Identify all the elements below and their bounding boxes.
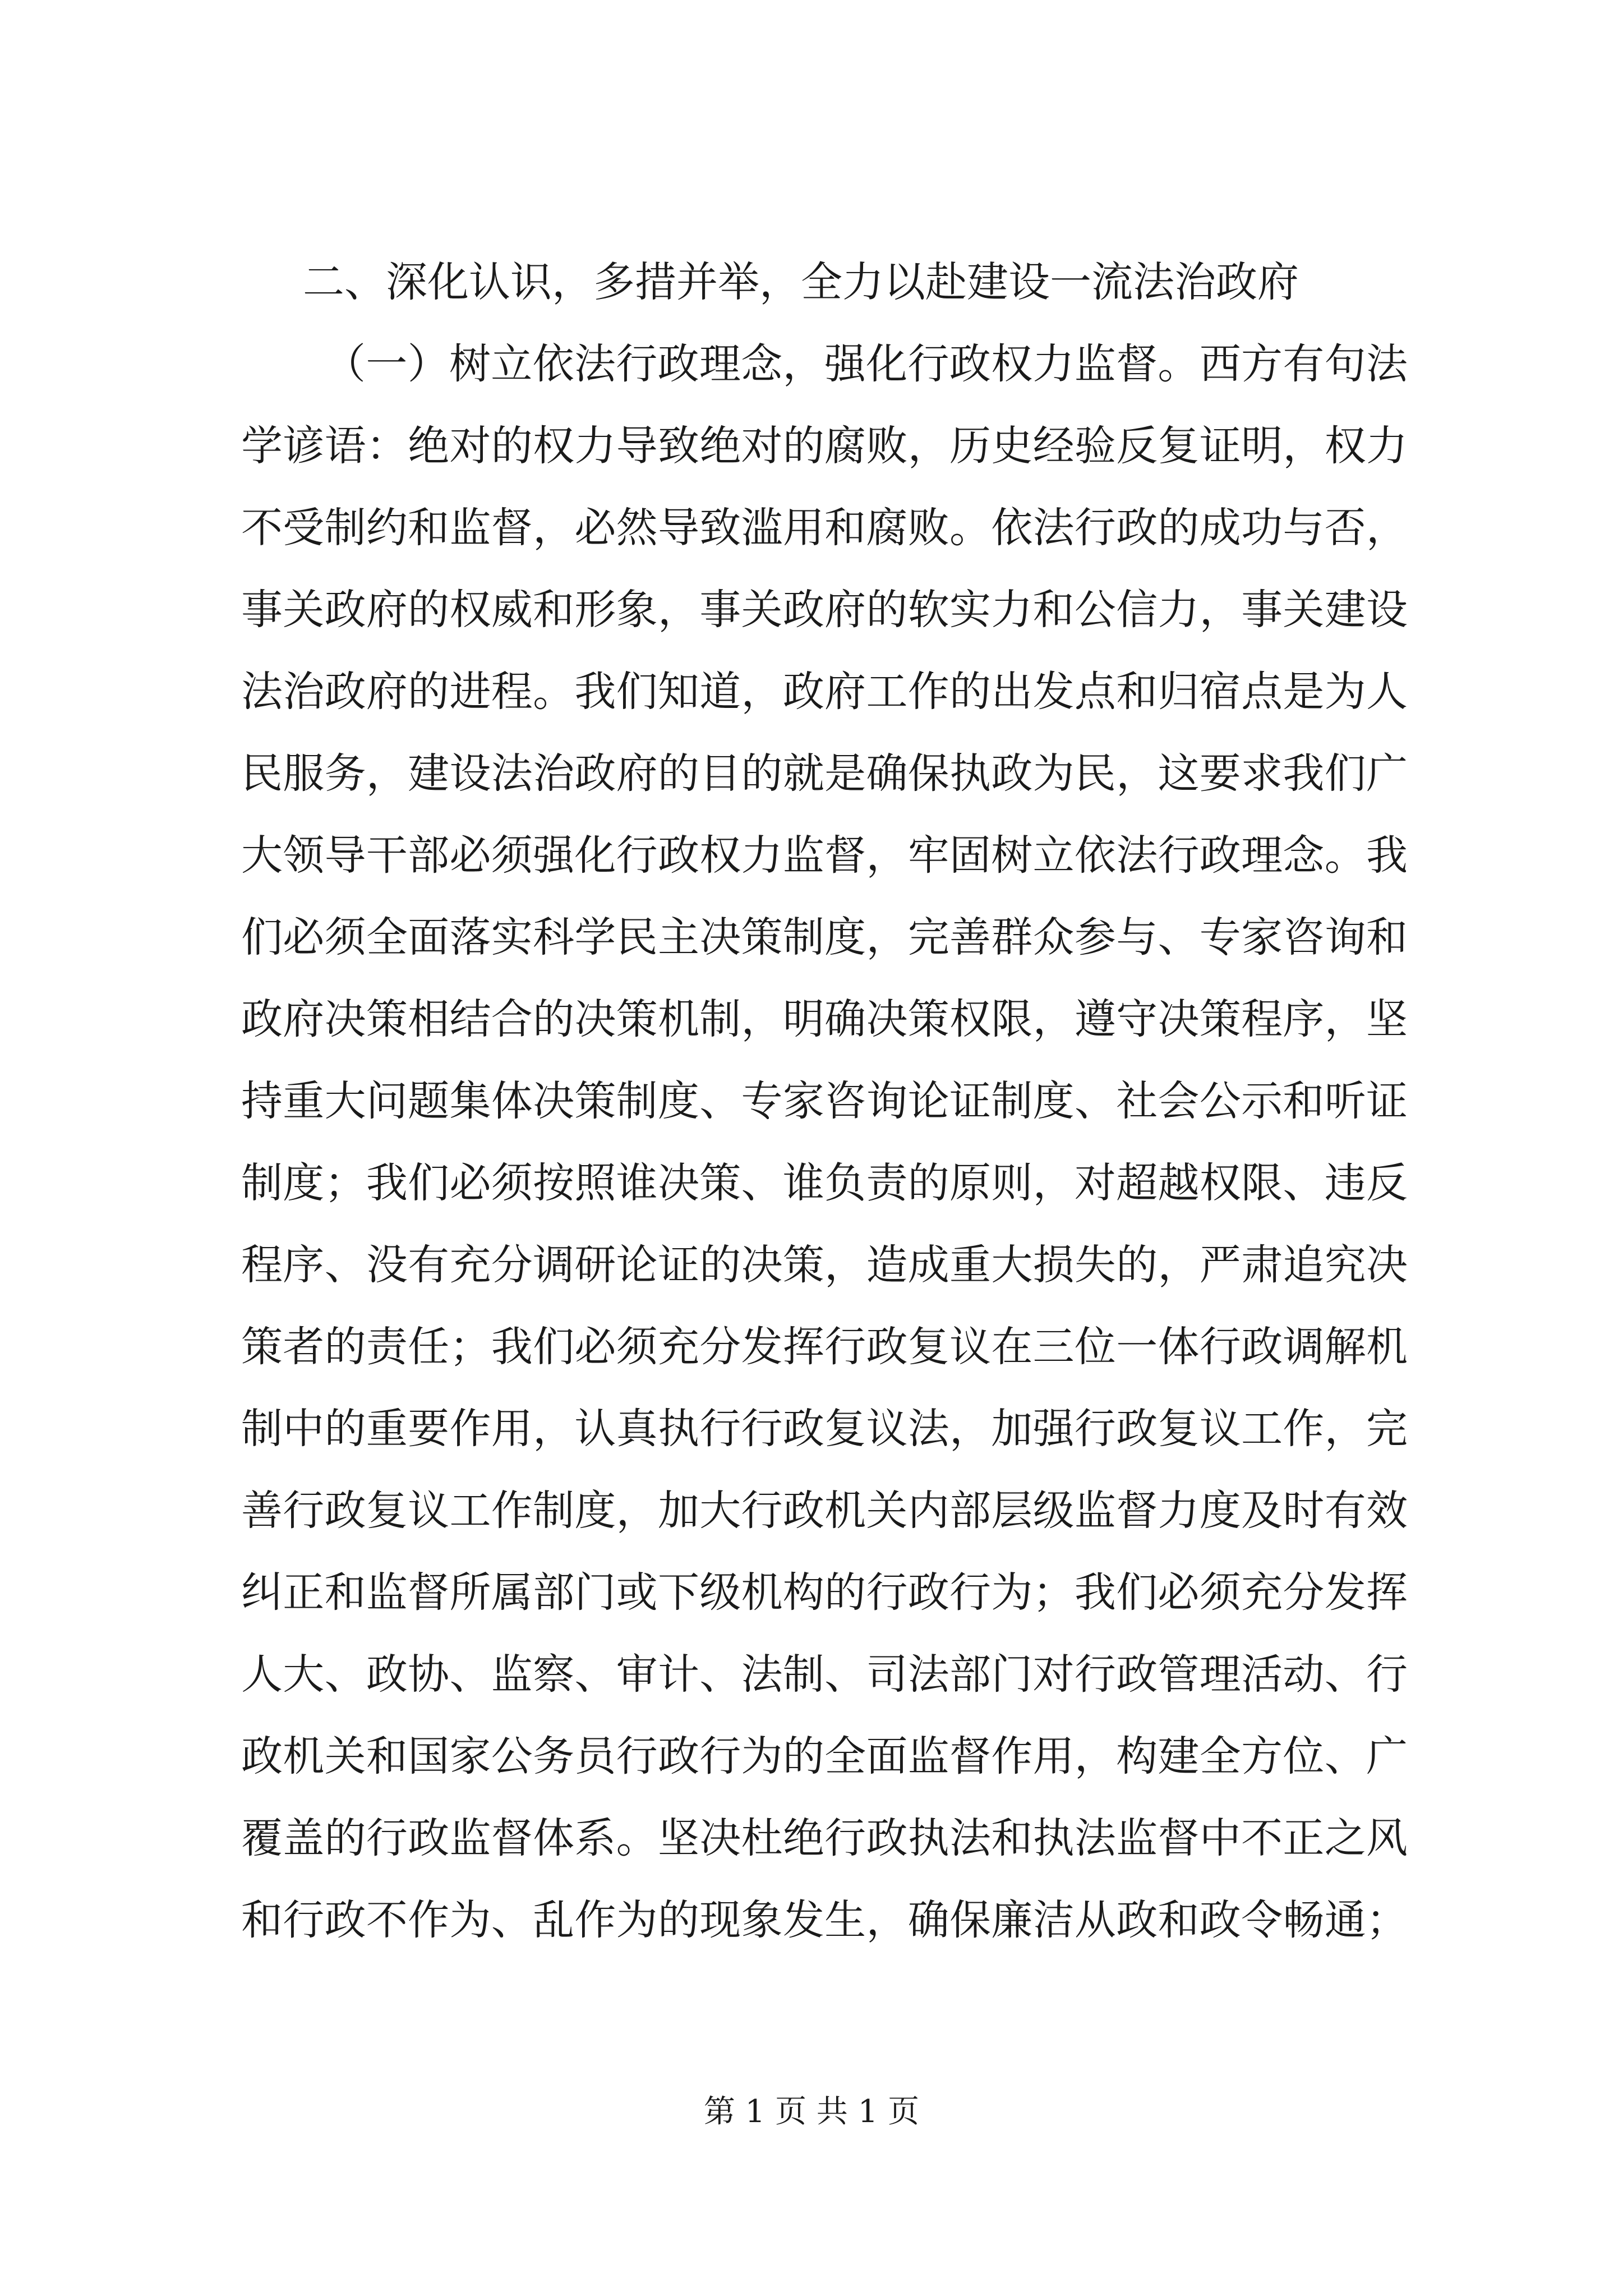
paragraph-line: 事关政府的权威和形象，事关政府的软实力和公信力，事关建设 — [241, 586, 1408, 634]
paragraph-line: 不受制约和监督，必然导致滥用和腐败。依法行政的成功与否， — [241, 504, 1408, 552]
paragraph-line: 覆盖的行政监督体系。坚决杜绝行政执法和执法监督中不正之风 — [241, 1814, 1408, 1862]
paragraph-line: 政府决策相结合的决策机制，明确决策权限，遵守决策程序，坚 — [241, 995, 1408, 1043]
paragraph-line: 政机关和国家公务员行政行为的全面监督作用，构建全方位、广 — [241, 1732, 1408, 1780]
paragraph-line: 制中的重要作用，认真执行行政复议法，加强行政复议工作，完 — [241, 1405, 1408, 1453]
paragraph-line: 大领导干部必须强化行政权力监督，牢固树立依法行政理念。我 — [241, 831, 1408, 880]
paragraph-line: 学谚语：绝对的权力导致绝对的腐败，历史经验反复证明，权力 — [241, 422, 1408, 470]
paragraph-line: 持重大问题集体决策制度、专家咨询论证制度、社会公示和听证 — [241, 1077, 1408, 1125]
document-body — [241, 241, 1408, 1961]
paragraph-line: 和行政不作为、乱作为的现象发生，确保廉洁从政和政令畅通； — [241, 1896, 1408, 1944]
paragraph-line: 纠正和监督所属部门或下级机构的行政行为；我们必须充分发挥 — [241, 1568, 1408, 1617]
paragraph-line: 制度；我们必须按照谁决策、谁负责的原则，对超越权限、违反 — [241, 1159, 1408, 1207]
paragraph-line: 民服务，建设法治政府的目的就是确保执政为民，这要求我们广 — [241, 749, 1408, 798]
paragraph-line: 人大、政协、监察、审计、法制、司法部门对行政管理活动、行 — [241, 1650, 1408, 1699]
paragraph-line: 们必须全面落实科学民主决策制度，完善群众参与、专家咨询和 — [241, 913, 1408, 961]
section-heading: 二、深化认识，多措并举，全力以赴建设一流法治政府 — [303, 258, 1299, 306]
paragraph-line: （一）树立依法行政理念，强化行政权力监督。西方有句法 — [324, 340, 1408, 388]
page-footer: 第 1 页 共 1 页 — [703, 2093, 920, 2130]
paragraph-line: 程序、没有充分调研论证的决策，造成重大损失的，严肃追究决 — [241, 1241, 1408, 1289]
paragraph-line: 善行政复议工作制度，加大行政机关内部层级监督力度及时有效 — [241, 1487, 1408, 1535]
paragraph-line: 策者的责任；我们必须充分发挥行政复议在三位一体行政调解机 — [241, 1323, 1408, 1371]
paragraph-line: 法治政府的进程。我们知道，政府工作的出发点和归宿点是为人 — [241, 668, 1408, 716]
